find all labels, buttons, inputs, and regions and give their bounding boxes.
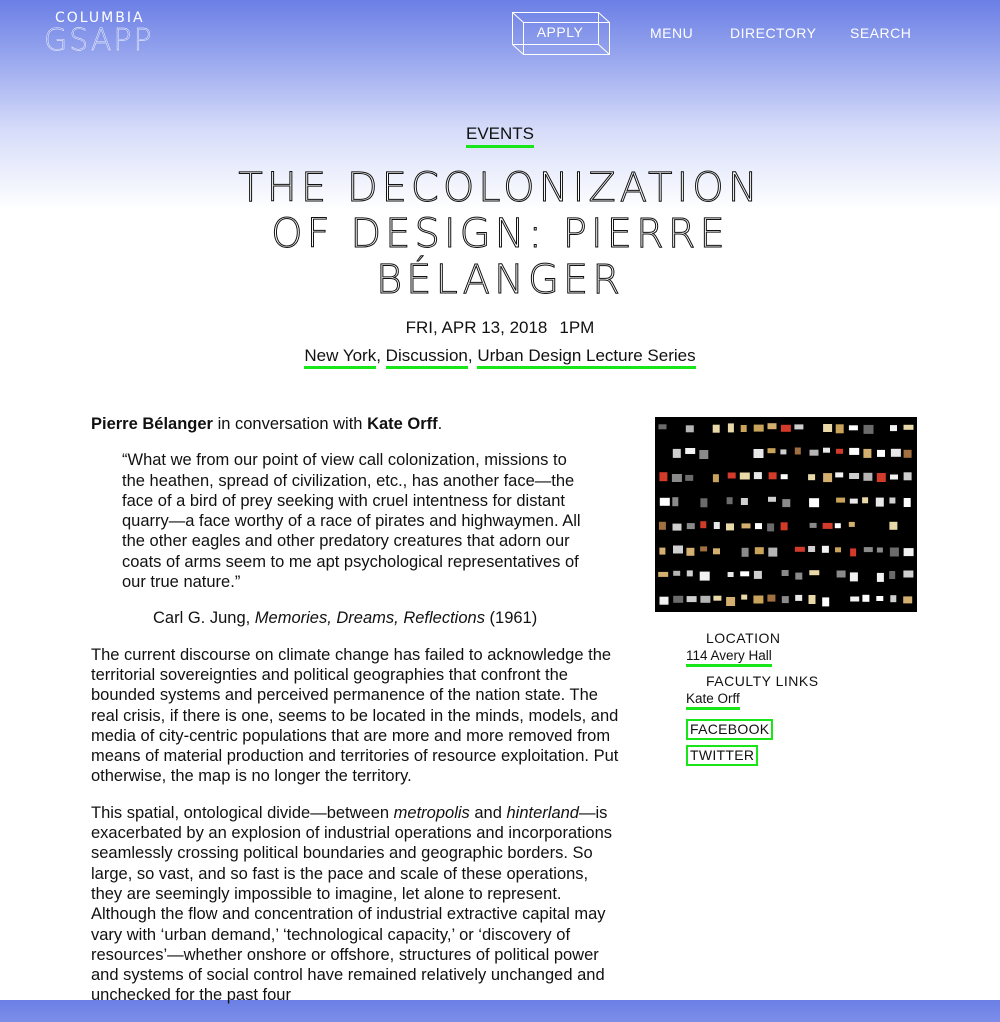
image-tile <box>823 473 832 482</box>
image-tile <box>780 449 786 454</box>
image-tile <box>687 570 693 576</box>
para2-metropolis: metropolis <box>393 803 470 822</box>
image-tile <box>740 473 750 480</box>
image-tile <box>782 499 790 507</box>
image-tile <box>794 424 803 429</box>
faculty-link-kate-orff[interactable]: Kate Orff <box>686 691 740 710</box>
logo-line-columbia: COLUMBIA <box>55 10 145 26</box>
image-tile <box>903 571 913 578</box>
image-tile <box>889 498 895 504</box>
image-tile <box>890 425 897 431</box>
intro-name-belanger: Pierre Bélanger <box>91 415 213 433</box>
image-tile <box>849 448 859 455</box>
image-tile <box>672 474 682 482</box>
twitter-share-button[interactable]: TWITTER <box>686 745 758 766</box>
image-tile <box>782 596 789 603</box>
image-tile <box>904 450 912 458</box>
image-tile <box>823 523 833 529</box>
para2-text-c: —is exacerbated by an explosion of industrial operations and incorporations seamlessly crossing political boundaries and geographic borders. So large, so vast, and so fast is the pace and scale of these operations, they are seemingly impossible to imagine, let alone to represent. Although the flow and concentration of industrial extractive capital may vary with ‘urban demand,’ ‘technological capacity,’ or ‘discovery of resources’—whether onshore or offshore, structures of political power and systems of social control have remained relatively unchanged and unchecked for the past four <box>91 803 612 1005</box>
image-tile <box>754 472 762 479</box>
image-tile <box>687 523 695 529</box>
image-tile <box>767 523 774 531</box>
image-tile <box>673 449 681 458</box>
para2-hinterland: hinterland <box>506 803 579 822</box>
tag-urban-design-lecture-series[interactable]: Urban Design Lecture Series <box>477 346 695 369</box>
image-tile <box>809 570 819 575</box>
image-tile <box>837 571 846 578</box>
image-tile <box>686 425 694 432</box>
image-tile <box>823 424 832 432</box>
gsapp-logo[interactable] <box>44 10 154 56</box>
image-tile <box>728 423 734 432</box>
image-tile <box>768 423 777 429</box>
image-tile <box>686 548 694 556</box>
image-tile <box>903 596 912 603</box>
image-tile <box>767 595 775 602</box>
image-tile <box>890 548 899 557</box>
image-tile <box>891 449 901 457</box>
image-tile <box>808 474 815 480</box>
image-tile <box>713 474 719 482</box>
event-time: 1PM <box>559 318 595 337</box>
image-tile <box>809 498 819 507</box>
image-tile <box>781 474 788 479</box>
image-tile <box>850 499 858 504</box>
image-tile <box>835 523 841 528</box>
image-tile <box>835 472 843 477</box>
quote-citation <box>153 608 621 628</box>
image-tile <box>659 548 665 555</box>
image-tile <box>659 472 667 481</box>
apply-label: APPLY <box>536 24 584 40</box>
image-tile <box>849 522 855 527</box>
jung-quote: “What we from our point of view call colonization, missions to the heathen, spread of civilization, etc., has another face—the face of a bird of prey seeking with cruel intentness for distant quarry—a face worthy of a race of pirates and highwaymen. All the other eagles and other predatory creatures that adorn our coats of arms seem to me apt psychological representatives of our true nature.” <box>122 451 581 592</box>
image-tile <box>742 523 751 528</box>
image-tile <box>849 473 859 479</box>
image-tile <box>754 425 764 432</box>
image-tile <box>809 595 816 604</box>
image-tile <box>659 522 666 530</box>
image-tile <box>768 448 776 453</box>
intro-text: in conversation with <box>212 415 368 433</box>
image-tile <box>863 473 872 481</box>
image-tile <box>836 498 845 503</box>
image-tile <box>877 548 883 553</box>
image-tile <box>835 547 841 552</box>
image-tile <box>850 597 859 602</box>
image-tile <box>822 546 829 553</box>
logo-line-gsapp: GSAPP <box>44 23 154 58</box>
image-tile <box>822 597 829 606</box>
image-tile <box>795 595 802 601</box>
image-tile <box>890 475 898 480</box>
image-tile <box>904 498 911 507</box>
nav-directory[interactable]: DIRECTORY <box>730 25 817 41</box>
nav-search[interactable]: SEARCH <box>850 25 912 41</box>
image-tile <box>660 498 670 506</box>
image-tile <box>685 448 695 454</box>
image-tile <box>658 572 668 577</box>
image-tile <box>876 498 884 507</box>
image-tile <box>768 548 777 557</box>
image-tile <box>726 523 734 530</box>
cite-work: Memories, Dreams, Reflections <box>254 609 485 628</box>
image-tile <box>810 450 819 456</box>
image-tile <box>660 597 669 605</box>
tag-new-york[interactable]: New York <box>304 346 376 369</box>
image-tile <box>795 547 805 552</box>
faculty-links-label: FACULTY LINKS <box>706 673 819 689</box>
image-tile <box>904 472 912 480</box>
image-tile <box>836 424 844 433</box>
image-tile <box>755 523 762 529</box>
image-tile <box>673 596 683 603</box>
image-tile <box>810 523 817 528</box>
image-tile <box>700 546 707 551</box>
image-tile <box>862 497 868 503</box>
image-tile <box>836 449 843 454</box>
apply-button[interactable] <box>512 12 610 54</box>
image-tile <box>742 548 749 557</box>
image-tile <box>754 571 762 579</box>
body-paragraph-1: The current discourse on climate change has failed to acknowledge the territorial sovereignties and political geographies that confront the bounded systems and perceived permanence of the nation state. The real crisis, if there is one, seems to be located in the minds, models, and media of city-centric populations that are more and more removed from means of material production and territories of resource exploitation. Put otherwise, the map is no longer the territory. <box>91 645 619 786</box>
image-tile <box>740 571 749 576</box>
image-tile <box>699 450 708 459</box>
image-tile <box>877 473 886 482</box>
image-tile <box>795 448 801 455</box>
cite-author: Carl G. Jung, <box>153 609 255 628</box>
image-tile <box>659 424 667 429</box>
image-tile <box>741 498 748 505</box>
image-tile <box>850 548 856 556</box>
image-tile <box>823 448 830 453</box>
para2-text-a: This spatial, ontological divide—between <box>91 803 394 822</box>
image-tile <box>755 547 764 554</box>
image-tile <box>687 596 697 602</box>
image-tile <box>850 572 858 581</box>
event-image <box>655 417 917 612</box>
image-tile <box>876 596 883 601</box>
facebook-share-button[interactable]: FACEBOOK <box>686 719 773 740</box>
image-tile <box>904 425 914 430</box>
image-tile <box>713 596 721 601</box>
image-tile <box>727 497 733 504</box>
tag-discussion[interactable]: Discussion <box>386 346 468 369</box>
image-tile <box>795 573 802 580</box>
image-tile <box>890 595 896 602</box>
image-tile <box>672 497 678 506</box>
image-tile <box>889 571 895 579</box>
image-tile <box>726 597 735 606</box>
image-tile <box>741 425 747 432</box>
image-tile <box>808 546 815 552</box>
image-tile <box>753 596 763 604</box>
image-tile <box>769 472 777 479</box>
image-tile <box>864 547 873 552</box>
para2-text-b: and <box>469 803 507 822</box>
image-tile <box>863 449 871 458</box>
image-tile <box>673 546 683 554</box>
image-tile <box>685 475 693 481</box>
image-tile <box>673 524 682 531</box>
event-datetime <box>0 318 1000 338</box>
image-tile <box>754 449 764 458</box>
image-tile <box>862 595 869 602</box>
body-paragraph-2 <box>91 803 621 1006</box>
image-tile <box>904 548 914 556</box>
image-tile <box>768 497 776 502</box>
image-tile <box>782 570 789 576</box>
image-tile <box>713 425 720 433</box>
intro-period: . <box>437 415 443 433</box>
image-tile <box>781 425 791 432</box>
event-sidebar <box>686 630 819 766</box>
event-date: FRI, APR 13, 2018 <box>405 318 548 337</box>
event-image-grid <box>655 417 917 612</box>
event-description <box>91 414 621 1022</box>
location-link[interactable]: 114 Avery Hall <box>686 648 772 667</box>
image-tile <box>713 548 720 554</box>
event-tags: New York, Discussion, Urban Design Lecture Series <box>0 346 1000 366</box>
image-tile <box>849 425 858 430</box>
image-tile <box>864 425 874 434</box>
intro-name-orff: Kate Orff <box>367 415 438 433</box>
image-tile <box>728 572 734 577</box>
image-tile <box>728 473 736 479</box>
image-tile <box>700 572 710 581</box>
events-link[interactable]: EVENTS <box>466 124 534 148</box>
image-tile <box>700 521 706 528</box>
event-title: THE DECOLONIZATION OF DESIGN: PIERRE BÉLANGER <box>238 165 762 303</box>
location-label: LOCATION <box>706 630 781 646</box>
nav-menu[interactable]: MENU <box>650 25 694 41</box>
intro-paragraph <box>91 414 621 434</box>
image-tile <box>877 450 885 457</box>
image-tile <box>673 571 680 576</box>
image-tile <box>714 522 720 529</box>
image-tile <box>877 573 884 582</box>
image-tile <box>741 595 747 600</box>
image-tile <box>700 498 707 507</box>
events-category <box>0 124 1000 144</box>
image-tile <box>700 596 710 603</box>
image-tile <box>781 522 788 530</box>
image-tile <box>889 522 897 530</box>
cite-year: (1961) <box>484 609 538 628</box>
